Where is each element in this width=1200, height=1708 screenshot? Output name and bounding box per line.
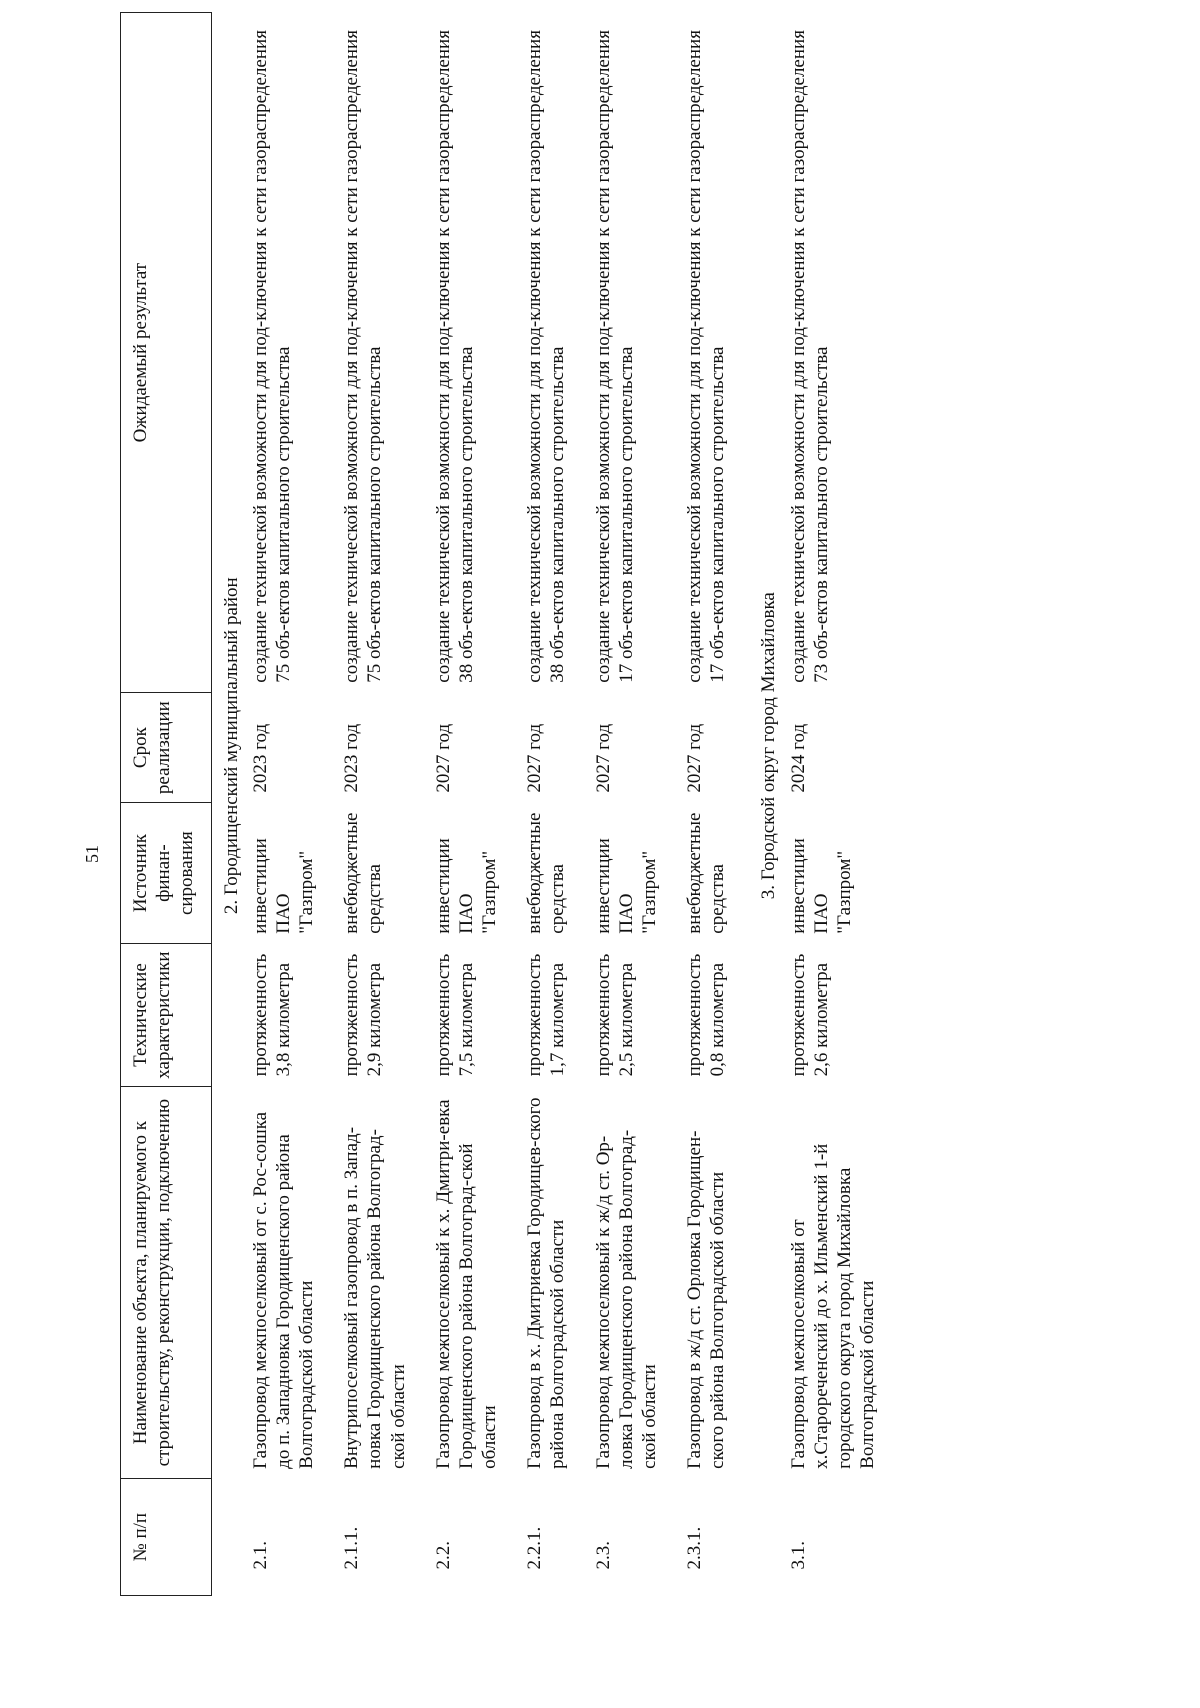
cell-source: инвестиции ПАО "Газпром" xyxy=(592,838,660,934)
projects-table xyxy=(120,12,899,1596)
cell-result: создание технической возможности для под-ключения к сети газораспределения 17 объ-ектов капитального строительства xyxy=(592,30,637,683)
cell-name: Газопровод в х. Дмитриевка Городищев-ского района Волгоградской области xyxy=(524,1097,569,1469)
table-row xyxy=(338,13,430,1596)
header-name: Наименование объекта, планируемого к строительству, реконструкции, подключению xyxy=(121,1086,212,1478)
cell-source: инвестиции ПАО "Газпром" xyxy=(787,838,855,934)
table-row xyxy=(430,13,522,1596)
table-row xyxy=(247,13,339,1596)
cell-num: 3.1. xyxy=(787,1541,809,1570)
cell-source: внебюджетные средства xyxy=(684,812,729,934)
cell-result: создание технической возможности для под-ключения к сети газораспределения 73 объ-ектов капитального строительства xyxy=(787,30,832,683)
table-header xyxy=(121,13,212,1596)
cell-result: создание технической возможности для под-ключения к сети газораспределения 75 объ-ектов капитального строительства xyxy=(249,30,294,683)
table-row xyxy=(521,13,589,1596)
cell-term: 2024 год xyxy=(787,723,809,793)
cell-term: 2023 год xyxy=(249,723,271,793)
section-title: 3. Городской округ город Михайловка xyxy=(758,592,780,900)
table-row xyxy=(681,13,749,1596)
cell-source: инвестиции ПАО "Газпром" xyxy=(432,838,501,934)
cell-tech: протяженность 2,6 километра xyxy=(787,953,832,1077)
cell-source: внебюджетные средства xyxy=(341,812,386,934)
cell-name: Газопровод межпоселковый от х.Старореченский до х. Ильменский 1-й городского округа город Михайловка Волгоградской области xyxy=(787,1143,879,1469)
section-title: 2. Городищенский муниципальный район xyxy=(220,577,242,915)
cell-num: 2.2.1. xyxy=(524,1526,546,1570)
cell-term: 2027 год xyxy=(592,723,614,793)
section-row xyxy=(749,13,784,1596)
cell-term: 2027 год xyxy=(684,723,706,793)
cell-tech: протяженность 3,8 километра xyxy=(249,953,294,1077)
cell-num: 2.3. xyxy=(592,1541,614,1570)
cell-num: 2.1. xyxy=(249,1541,271,1570)
header-tech: Технические характеристики xyxy=(121,944,212,1087)
cell-tech: протяженность 1,7 километра xyxy=(524,953,569,1077)
table-row xyxy=(785,13,900,1596)
cell-num: 2.3.1. xyxy=(684,1526,706,1570)
cell-source: внебюджетные средства xyxy=(524,812,569,934)
cell-result: создание технической возможности для под-ключения к сети газораспределения 75 объ-ектов капитального строительства xyxy=(341,30,386,683)
cell-name: Газопровод межпоселковый к х. Дмитри-евка Городищенского района Волгоград-ской области xyxy=(432,1099,501,1469)
table-row xyxy=(590,13,682,1596)
cell-tech: протяженность 0,8 километра xyxy=(684,953,729,1077)
cell-term: 2027 год xyxy=(432,723,454,793)
header-term: Срок реализации xyxy=(121,693,212,803)
cell-name: Внутрипоселковый газопровод в п. Запад-новка Городищенского района Волгоград-ской области xyxy=(341,1126,409,1469)
section-row xyxy=(211,13,247,1596)
cell-tech: протяженность 2,5 километра xyxy=(592,953,637,1077)
cell-num: 2.1.1. xyxy=(341,1526,363,1570)
cell-num: 2.2. xyxy=(432,1541,454,1570)
cell-name: Газопровод в ж/д ст. Орловка Городищен-ского района Волгоградской области xyxy=(684,1130,729,1469)
header-source: Источник финан-сирования xyxy=(121,803,212,944)
cell-result: создание технической возможности для под-ключения к сети газораспределения 38 объ-ектов капитального строительства xyxy=(432,30,477,683)
cell-tech: протяженность 7,5 километра xyxy=(432,953,477,1077)
table-body xyxy=(211,13,899,1596)
cell-source: инвестиции ПАО "Газпром" xyxy=(249,838,318,934)
page-number: 51 xyxy=(82,845,102,863)
cell-term: 2027 год xyxy=(524,723,546,793)
cell-tech: протяженность 2,9 километра xyxy=(341,953,386,1077)
cell-result: создание технической возможности для под-ключения к сети газораспределения 17 объ-ектов капитального строительства xyxy=(684,30,729,683)
cell-term: 2023 год xyxy=(341,723,363,793)
header-num: № п/п xyxy=(121,1479,212,1596)
cell-name: Газопровод межпоселковый к ж/д ст. Ор-ловка Городищенского района Волгоград-ской области xyxy=(592,1129,660,1469)
header-result: Ожидаемый результат xyxy=(121,13,212,693)
cell-result: создание технической возможности для под-ключения к сети газораспределения 38 объ-ектов капитального строительства xyxy=(524,30,569,683)
cell-name: Газопровод межпоселковый от с. Рос-сошка до п. Западновка Городищенского района Волгоградской области xyxy=(249,1111,318,1469)
